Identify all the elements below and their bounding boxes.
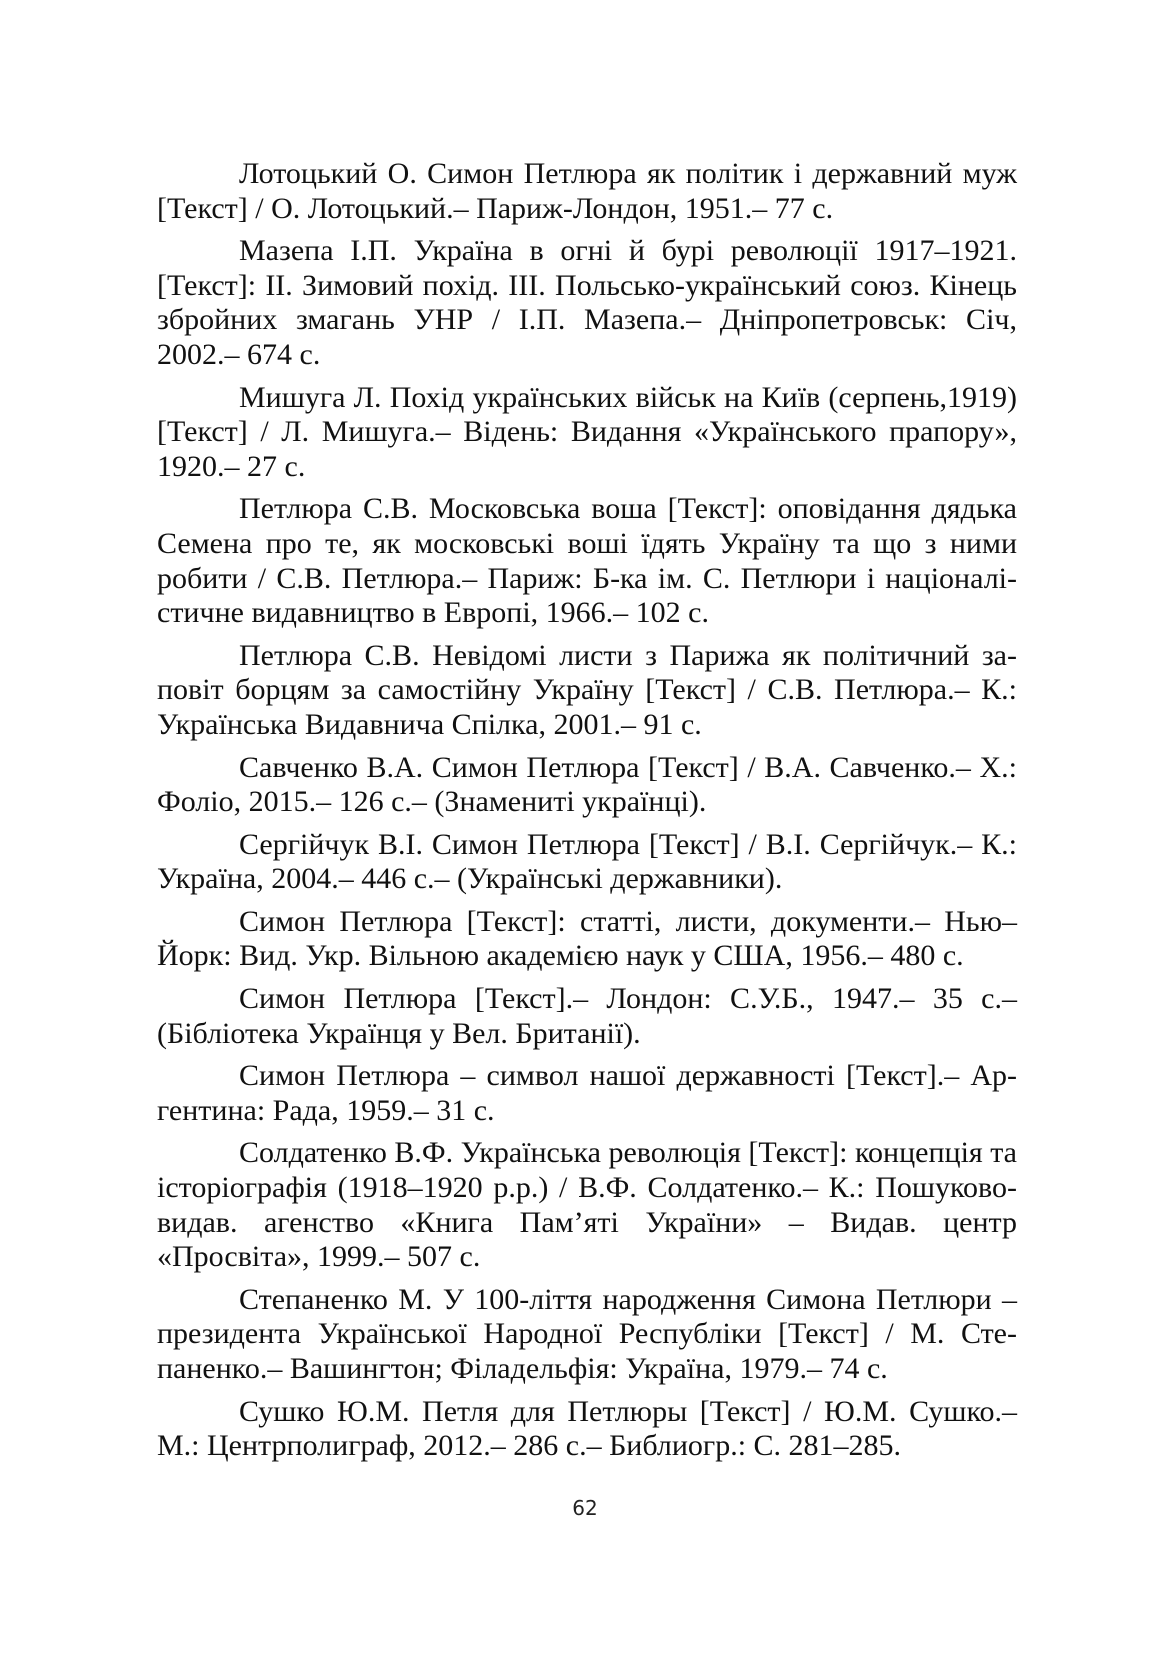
bibliography-entry: Петлюра С.В. Невідомі листи з Парижа як політичний заповіт борцям за самостійну Україну [Текст] / С.В. Петлюра.– К.: Українська Видавнича Спілка, 2001.– 91 с. (157, 638, 1017, 741)
bibliography-entry: Симон Петлюра – символ нашої державності [Текст].– Аргентина: Рада, 1959.– 31 с. (157, 1059, 1017, 1127)
bibliography-entry: Савченко В.А. Симон Петлюра [Текст] / В.А. Савченко.– Х.: Фоліо, 2015.– 126 с.– (Знамениті українці). (157, 750, 1017, 819)
bibliography-entry: Мазепа І.П. Україна в огні й бурі революції 1917–1921. [Текст]: ІІ. Зимовий похід. ІІІ. Польсько-український союз. Кінець збройних змагань УНР / І.П. Мазепа.– Дніпропетровськ: Січ, 2002.– 674 с. (157, 234, 1017, 371)
page-number: 62 (572, 1496, 598, 1520)
bibliography-entry: Степаненко М. У 100-ліття народження Симона Петлюри – президента Української Народної Республіки [Текст] / М. Степаненко.– Вашингтон; Філадельфія: Україна, 1979.– 74 с. (157, 1282, 1017, 1385)
bibliography-entry: Сушко Ю.М. Петля для Петлюры [Текст] / Ю.М. Сушко.– М.: Центрполиграф, 2012.– 286 с.– Библиогр.: С. 281–285. (157, 1394, 1017, 1463)
bibliography-entry: Сергійчук В.І. Симон Петлюра [Текст] / В.І. Сергійчук.– К.: Україна, 2004.– 446 с.– (Українські державники). (157, 827, 1017, 896)
bibliography-list (157, 157, 1017, 1472)
bibliography-entry: Симон Петлюра [Текст].– Лондон: С.У.Б., 1947.– 35 с.– (Бібліотека Українця у Вел. Британії). (157, 982, 1017, 1050)
bibliography-entry: Мишуга Л. Похід українських військ на Київ (серпень,1919) [Текст] / Л. Мишуга.– Відень: Видання «Українського прапору», 1920.– 27 с. (157, 380, 1017, 483)
bibliography-entry: Симон Петлюра [Текст]: статті, листи, документи.– Нью–Йорк: Вид. Укр. Вільною академією наук у США, 1956.– 480 с. (157, 904, 1017, 973)
bibliography-entry: Лотоцький О. Симон Петлюра як політик і державний муж [Текст] / О. Лотоцький.– Париж-Лондон, 1951.– 77 с. (157, 157, 1017, 225)
bibliography-entry: Петлюра С.В. Московська воша [Текст]: оповідання дядька Семена про те, як московські воші їдять Україну та що з ними робити / С.В. Петлюра.– Париж: Б-ка ім. С. Петлюри і націоналістичне видавництво в Европі, 1966.– 102 с. (157, 492, 1017, 630)
bibliography-entry: Солдатенко В.Ф. Українська революція [Текст]: концепція та історіографія (1918–1920 р.р.) / В.Ф. Солдатенко.– К.: Пошуково-видав. агенство «Книга Пам’яті України» – Видав. центр «Просвіта», 1999.– 507 с. (157, 1136, 1017, 1274)
